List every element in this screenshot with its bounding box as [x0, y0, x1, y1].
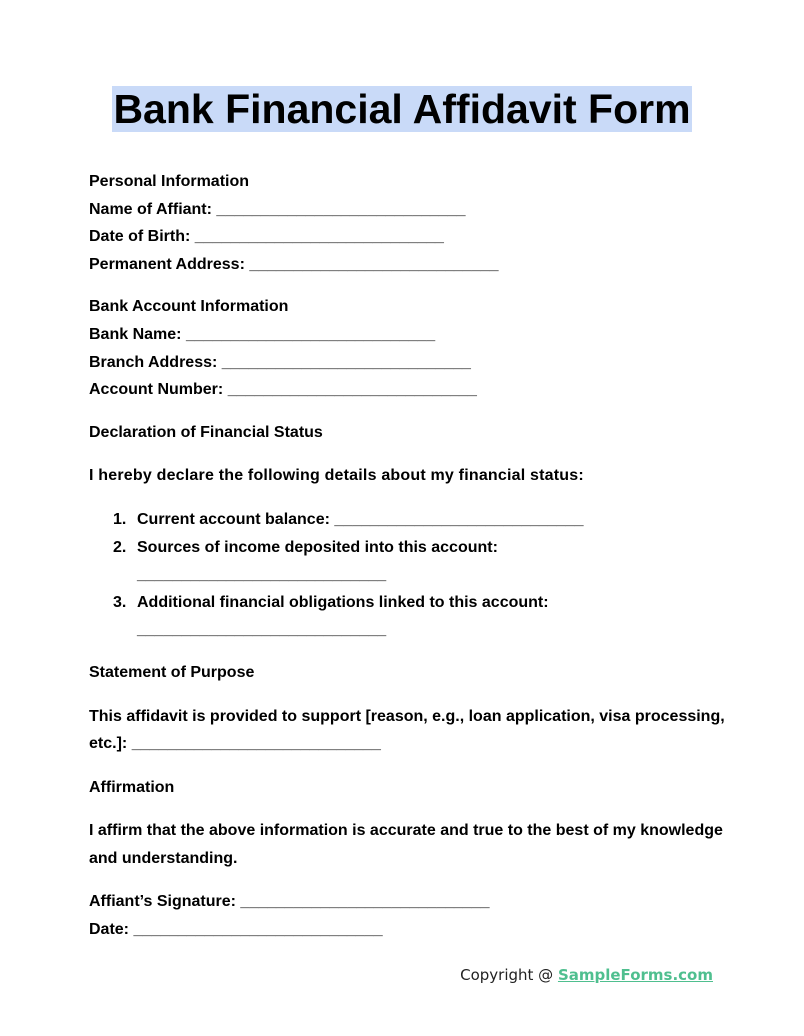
bank-account-heading: Bank Account Information [89, 298, 289, 316]
form-body [89, 168, 729, 944]
purpose-heading: Statement of Purpose [89, 663, 255, 681]
date-of-birth-blank[interactable]: ____________________________ [194, 228, 444, 246]
affirmation-heading: Affirmation [89, 778, 175, 796]
purpose-section [89, 659, 729, 758]
signature-label: Affiant’s Signature: [89, 893, 236, 911]
name-of-affiant-field [89, 196, 729, 224]
name-of-affiant-label: Name of Affiant: [89, 200, 212, 218]
account-number-label: Account Number: [89, 381, 224, 399]
bank-account-section [89, 293, 729, 403]
income-sources-blank[interactable]: ____________________________ [137, 566, 387, 584]
personal-information-section [89, 168, 729, 278]
income-sources-label: Sources of income deposited into this account: [137, 538, 498, 556]
declaration-heading: Declaration of Financial Status [89, 423, 323, 441]
sampleforms-link[interactable]: SampleForms.com [557, 966, 713, 984]
title-container [0, 86, 804, 132]
list-item [89, 589, 729, 644]
list-item-number: 1. [113, 510, 127, 528]
account-number-field [89, 376, 729, 404]
signature-section [89, 888, 729, 943]
permanent-address-field [89, 251, 729, 279]
declaration-list [89, 506, 729, 644]
declaration-section [89, 419, 729, 644]
date-of-birth-field [89, 223, 729, 251]
signature-field [89, 888, 729, 916]
bank-name-blank[interactable]: ____________________________ [185, 325, 436, 343]
obligations-label: Additional financial obligations linked to this account: [137, 593, 549, 611]
signature-blank[interactable]: ____________________________ [240, 893, 490, 911]
affirmation-section [89, 774, 729, 873]
branch-address-blank[interactable]: ____________________________ [221, 353, 471, 371]
bank-name-field [89, 321, 729, 349]
permanent-address-label: Permanent Address: [89, 255, 245, 273]
purpose-blank[interactable]: ____________________________ [131, 735, 381, 753]
date-of-birth-label: Date of Birth: [89, 228, 191, 246]
copyright-footer [460, 966, 713, 984]
page-title: Bank Financial Affidavit Form [113, 86, 691, 132]
date-label: Date: [89, 921, 130, 939]
obligations-blank[interactable]: ____________________________ [137, 621, 387, 639]
list-item-number: 3. [113, 593, 127, 611]
list-item [89, 534, 729, 589]
list-item-number: 2. [113, 538, 127, 556]
list-item [89, 506, 729, 534]
personal-information-heading: Personal Information [89, 173, 250, 190]
copyright-text: Copyright @ [460, 966, 558, 984]
declaration-intro: I hereby declare the following details about my financial status: [89, 467, 584, 485]
purpose-text: This affidavit is provided to support [reason, e.g., loan application, visa processing, etc.]: [89, 707, 725, 753]
current-balance-blank[interactable]: ____________________________ [334, 510, 584, 528]
purpose-paragraph [89, 703, 729, 758]
date-blank[interactable]: ____________________________ [133, 921, 383, 939]
permanent-address-blank[interactable]: ____________________________ [249, 255, 499, 273]
date-field [89, 916, 729, 944]
affirmation-text: I affirm that the above information is accurate and true to the best of my knowledge and understanding. [89, 822, 723, 867]
name-of-affiant-blank[interactable]: ____________________________ [216, 200, 466, 218]
bank-name-label: Bank Name: [89, 325, 182, 343]
account-number-blank[interactable]: ____________________________ [227, 381, 477, 399]
branch-address-label: Branch Address: [89, 353, 218, 371]
current-balance-label: Current account balance: [137, 510, 330, 528]
branch-address-field [89, 349, 729, 377]
